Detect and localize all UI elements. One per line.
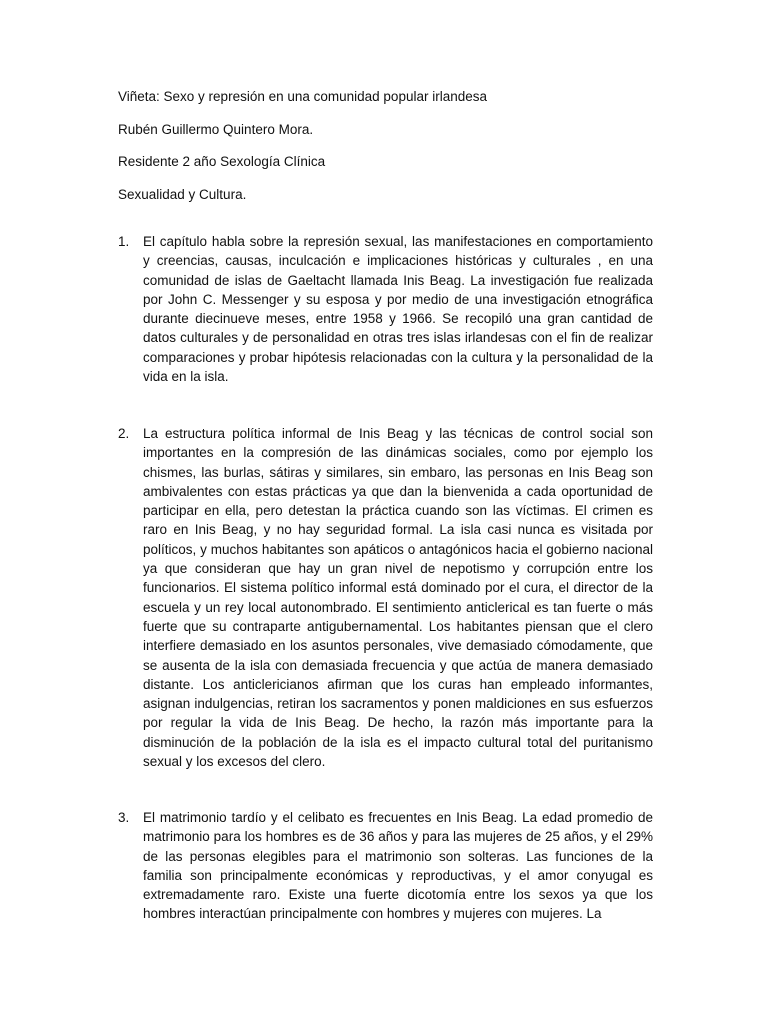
- list-item-number: 3.: [118, 810, 130, 825]
- document-header: [118, 88, 658, 218]
- document-title: Viñeta: Sexo y represión en una comunidad popular irlandesa: [118, 89, 487, 104]
- list-item-paragraph: El capítulo habla sobre la represión sexual, las manifestaciones en comportamiento y creencias, causas, inculcación e implicaciones históricas y culturales , en una comunidad de islas de Gaeltacht llamada Inis Beag. La investigación fue realizada por John C. Messenger y su esposa y por medio de una investigación etnográfica durante diecinueve meses, entre 1958 y 1966. Se recopiló una gran cantidad de datos culturales y de personalidad en otras tres islas irlandesas con el fin de realizar comparaciones y probar hipótesis relacionadas con la cultura y la personalidad de la vida en la isla.: [143, 234, 653, 385]
- list-item-number: 1.: [118, 234, 130, 249]
- author-affiliation: Residente 2 año Sexología Clínica: [118, 154, 326, 169]
- list-item-paragraph: El matrimonio tardío y el celibato es frecuentes en Inis Beag. La edad promedio de matrimonio para los hombres es de 36 años y para las mujeres de 25 años, y el 29% de las personas elegibles para el matrimonio son solteras. Las funciones de la familia son principalmente económicas y reproductivas, y el amor conyugal es extremadamente raro. Existe una fuerte dicotomía entre los sexos ya que los hombres interactúan principalmente con hombres y mujeres con mujeres. La: [143, 810, 653, 922]
- author-name: Rubén Guillermo Quintero Mora.: [118, 121, 314, 137]
- course-name: Sexualidad y Cultura.: [118, 186, 247, 202]
- list-item-paragraph: La estructura política informal de Inis Beag y las técnicas de control social son importantes en la compresión de las dinámicas sociales, como por ejemplo los chismes, las burlas, sátiras y similares, sin embaro, las personas en Inis Beag son ambivalentes con estas prácticas ya que dan la bienvenida a cada oportunidad de participar en ella, pero detestan la práctica cuando son las víctimas. El crimen es raro en Inis Beag, y no hay seguridad formal. La isla casi nunca es visitada por políticos, y muchos habitantes son apáticos o antagónicos hacia el gobierno nacional ya que consideran que hay un gran nivel de nepotismo y corrupción entre los funcionarios. El sistema político informal está dominado por el cura, el director de la escuela y un rey local autonombrado. El sentimiento anticlerical es tan fuerte o más fuerte que su contraparte antigubernamental. Los habitantes piensan que el clero interfiere demasiado en los asuntos personales, vive demasiado cómodamente, que se ausenta de la isla con demasiada frecuencia y que actúa de manera demasiado distante. Los anticlericianos afirman que los curas han empleado informantes, asignan indulgencias, retiran los sacramentos y ponen maldiciones en sus esfuerzos por regular la vida de Inis Beag. De hecho, la razón más importante para la disminución de la población de la isla es el impacto cultural total del puritanismo sexual y los excesos del clero.: [143, 426, 653, 770]
- list-item-number: 2.: [118, 426, 130, 441]
